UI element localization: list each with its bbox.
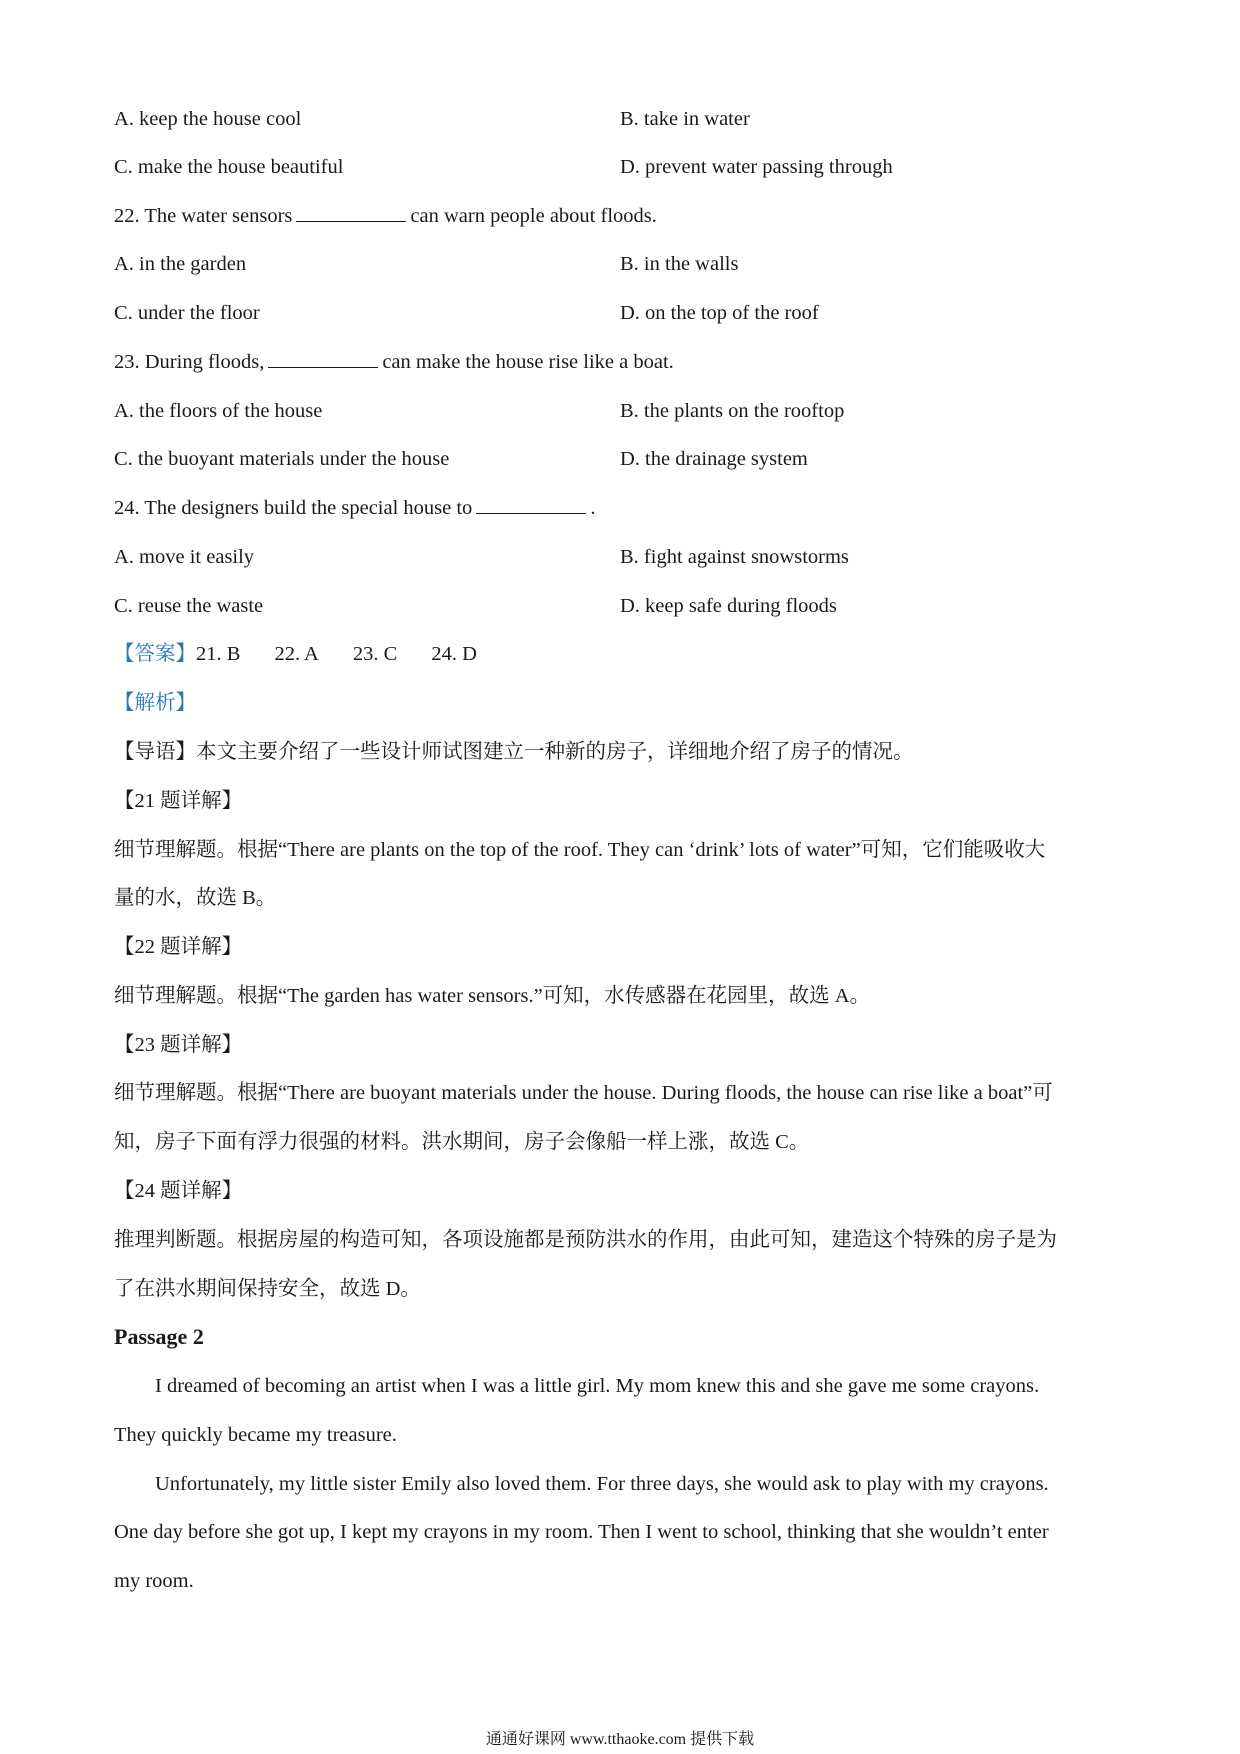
passage2-p2-line3: my room. xyxy=(114,1570,194,1592)
answer-item: 22. A xyxy=(274,643,319,665)
q22-option-d: D. on the top of the roof xyxy=(620,302,819,324)
passage2-p2-line2: One day before she got up, I kept my crayons in my room. Then I went to school, thinking that she wouldn’t enter xyxy=(114,1521,1049,1543)
q23-stem-start: 23. During floods, xyxy=(114,351,265,373)
q22-option-b: B. in the walls xyxy=(620,253,739,275)
detail23-line2: 知，房子下面有浮力很强的材料。洪水期间，房子会像船一样上涨，故选 C。 xyxy=(114,1131,810,1153)
q23-option-d: D. the drainage system xyxy=(620,448,808,470)
q22-stem-end: can warn people about floods. xyxy=(410,205,657,227)
detail24-line1: 推理判断题。根据房屋的构造可知，各项设施都是预防洪水的作用，由此可知，建造这个特殊的房子是为 xyxy=(114,1229,1057,1251)
answer-item: 24. D xyxy=(431,643,477,665)
detail21-line1: 细节理解题。根据“There are plants on the top of the roof. They can ‘drink’ lots of water”可知，它们能吸收大 xyxy=(114,839,1046,861)
q24-option-d: D. keep safe during floods xyxy=(620,595,837,617)
q22-stem xyxy=(114,202,657,230)
q24-blank xyxy=(476,495,586,514)
q23-option-b: B. the plants on the rooftop xyxy=(620,400,845,422)
answer-item: 21. B xyxy=(196,643,241,665)
q24-option-b: B. fight against snowstorms xyxy=(620,546,849,568)
q21-option-c: C. make the house beautiful xyxy=(114,156,344,178)
passage2-p2-line1: Unfortunately, my little sister Emily also loved them. For three days, she would ask to play with my crayons. xyxy=(155,1473,1049,1495)
passage2-p1-line2: They quickly became my treasure. xyxy=(114,1424,397,1446)
detail22-title: 【22 题详解】 xyxy=(114,936,243,958)
q24-option-a: A. move it easily xyxy=(114,546,255,568)
q21-option-a: A. keep the house cool xyxy=(114,108,302,130)
q24-stem-end: . xyxy=(590,497,596,519)
page-footer: 通通好课网 www.tthaoke.com 提供下载 xyxy=(485,1731,755,1748)
detail23-line1: 细节理解题。根据“There are buoyant materials under the house. During floods, the house can rise like a boat”可 xyxy=(114,1082,1053,1104)
passage2-heading: Passage 2 xyxy=(114,1324,204,1349)
analysis-label: 【解析】 xyxy=(114,692,196,714)
q24-option-c: C. reuse the waste xyxy=(114,595,264,617)
q23-stem-end: can make the house rise like a boat. xyxy=(382,351,674,373)
detail21-line2: 量的水，故选 B。 xyxy=(114,887,277,909)
answer-item: 23. C xyxy=(352,643,398,665)
q23-stem xyxy=(114,348,674,376)
q22-blank xyxy=(296,203,406,222)
detail21-title: 【21 题详解】 xyxy=(114,790,243,812)
intro-text: 【导语】本文主要介绍了一些设计师试图建立一种新的房子，详细地介绍了房子的情况。 xyxy=(114,741,914,763)
q23-option-c: C. the buoyant materials under the house xyxy=(114,448,450,470)
q22-option-a: A. in the garden xyxy=(114,253,247,275)
q22-stem-start: 22. The water sensors xyxy=(114,205,293,227)
q21-option-b: B. take in water xyxy=(620,108,750,130)
detail23-title: 【23 题详解】 xyxy=(114,1034,243,1056)
q21-option-d: D. prevent water passing through xyxy=(620,156,893,178)
answer-line xyxy=(114,640,511,668)
q23-blank xyxy=(268,349,378,368)
q22-option-c: C. under the floor xyxy=(114,302,260,324)
answer-label: 【答案】 xyxy=(114,643,196,665)
detail24-title: 【24 题详解】 xyxy=(114,1180,243,1202)
q23-option-a: A. the floors of the house xyxy=(114,400,323,422)
detail22-line1: 细节理解题。根据“The garden has water sensors.”可知，水传感器在花园里，故选 A。 xyxy=(114,985,871,1007)
q24-stem xyxy=(114,494,595,522)
q24-stem-start: 24. The designers build the special house to xyxy=(114,497,473,519)
passage2-p1-line1: I dreamed of becoming an artist when I was a little girl. My mom knew this and she gave me some crayons. xyxy=(155,1375,1040,1397)
detail24-line2: 了在洪水期间保持安全，故选 D。 xyxy=(114,1278,421,1300)
